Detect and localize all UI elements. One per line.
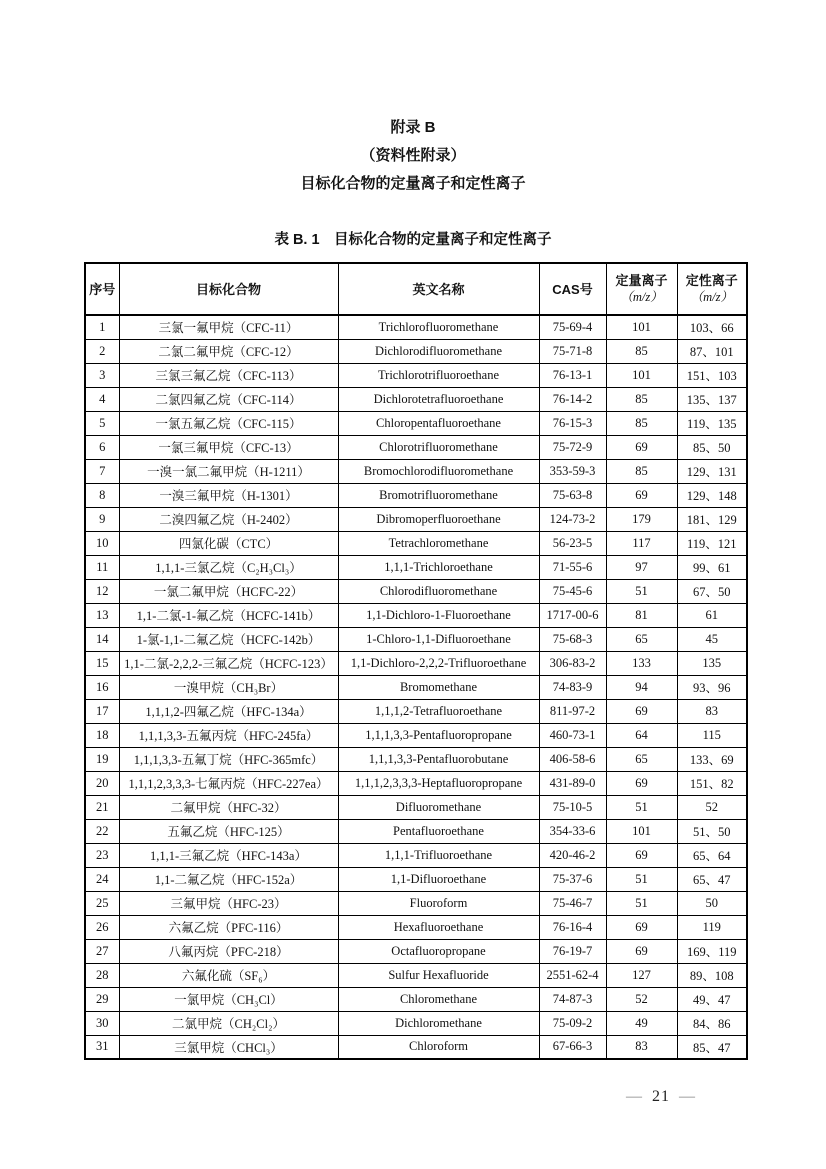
cell-cas: 75-46-7 (539, 891, 606, 915)
cell-cas: 124-73-2 (539, 507, 606, 531)
cell-compound: 三氯一氟甲烷（CFC-11） (119, 315, 338, 339)
table-row (85, 699, 747, 723)
cell-qual-ion: 119、135 (677, 411, 747, 435)
page-number (617, 1088, 705, 1106)
cell-quant-ion: 51 (606, 579, 677, 603)
cell-english-name: Tetrachloromethane (338, 531, 539, 555)
cell-english-name: Dichloromethane (338, 1011, 539, 1035)
cell-qual-ion: 115 (677, 723, 747, 747)
cell-cas: 811-97-2 (539, 699, 606, 723)
cell-qual-ion: 133、69 (677, 747, 747, 771)
cell-index: 15 (85, 651, 119, 675)
cell-index: 2 (85, 339, 119, 363)
cell-quant-ion: 94 (606, 675, 677, 699)
cell-quant-ion: 179 (606, 507, 677, 531)
cell-english-name: 1,1-Dichloro-1-Fluoroethane (338, 603, 539, 627)
cell-english-name: 1,1-Difluoroethane (338, 867, 539, 891)
cell-qual-ion: 99、61 (677, 555, 747, 579)
cell-index: 14 (85, 627, 119, 651)
cell-compound: 三氯甲烷（CHCl₃） (119, 1035, 338, 1059)
table-header-row (85, 263, 747, 315)
cell-index: 28 (85, 963, 119, 987)
cell-compound: 1,1,1,2,3,3,3-七氟丙烷（HFC-227ea） (119, 771, 338, 795)
cell-index: 4 (85, 387, 119, 411)
cell-english-name: Bromomethane (338, 675, 539, 699)
table-row (85, 435, 747, 459)
cell-quant-ion: 65 (606, 747, 677, 771)
cell-english-name: 1,1,1,3,3-Pentafluoropropane (338, 723, 539, 747)
table-row (85, 363, 747, 387)
cell-index: 5 (85, 411, 119, 435)
cell-compound: 一氯甲烷（CH₃Cl） (119, 987, 338, 1011)
cell-english-name: 1,1-Dichloro-2,2,2-Trifluoroethane (338, 651, 539, 675)
header-cas: CAS号 (539, 263, 606, 315)
cell-compound: 三氯三氟乙烷（CFC-113） (119, 363, 338, 387)
table-header (85, 263, 747, 315)
cell-qual-ion: 151、103 (677, 363, 747, 387)
cell-index: 22 (85, 819, 119, 843)
cell-english-name: 1,1,1,3,3-Pentafluorobutane (338, 747, 539, 771)
cell-qual-ion: 50 (677, 891, 747, 915)
cell-qual-ion: 119 (677, 915, 747, 939)
cell-english-name: Difluoromethane (338, 795, 539, 819)
header-compound: 目标化合物 (119, 263, 338, 315)
cell-qual-ion: 85、47 (677, 1035, 747, 1059)
table-row (85, 579, 747, 603)
cell-cas: 75-69-4 (539, 315, 606, 339)
table-body (85, 315, 747, 1059)
table-row (85, 555, 747, 579)
cell-compound: 一氯二氟甲烷（HCFC-22） (119, 579, 338, 603)
cell-index: 19 (85, 747, 119, 771)
cell-english-name: Pentafluoroethane (338, 819, 539, 843)
cell-qual-ion: 65、47 (677, 867, 747, 891)
cell-compound: 1,1-二氯-1-氟乙烷（HCFC-141b） (119, 603, 338, 627)
appendix-subtitle: （资料性附录） (360, 147, 466, 164)
cell-cas: 76-19-7 (539, 939, 606, 963)
cell-quant-ion: 64 (606, 723, 677, 747)
cell-index: 21 (85, 795, 119, 819)
cell-index: 16 (85, 675, 119, 699)
page-number-dash-left: — (626, 1088, 643, 1105)
cell-cas: 74-83-9 (539, 675, 606, 699)
cell-cas: 1717-00-6 (539, 603, 606, 627)
table-row (85, 915, 747, 939)
cell-compound: 一溴三氟甲烷（H-1301） (119, 483, 338, 507)
header-qual-ion-label: 定性离子 (685, 273, 738, 288)
appendix-title-block (0, 0, 826, 198)
cell-index: 30 (85, 1011, 119, 1035)
cell-english-name: Chlorotrifluoromethane (338, 435, 539, 459)
cell-compound: 二氯四氟乙烷（CFC-114） (119, 387, 338, 411)
cell-index: 23 (85, 843, 119, 867)
cell-cas: 76-15-3 (539, 411, 606, 435)
cell-compound: 二氯甲烷（CH₂Cl₂） (119, 1011, 338, 1035)
cell-english-name: 1,1,1,2,3,3,3-Heptafluoropropane (338, 771, 539, 795)
cell-index: 29 (85, 987, 119, 1011)
cell-index: 17 (85, 699, 119, 723)
cell-qual-ion: 103、66 (677, 315, 747, 339)
cell-quant-ion: 101 (606, 363, 677, 387)
cell-qual-ion: 52 (677, 795, 747, 819)
cell-compound: 五氟乙烷（HFC-125） (119, 819, 338, 843)
cell-quant-ion: 69 (606, 771, 677, 795)
cell-cas: 354-33-6 (539, 819, 606, 843)
cell-index: 25 (85, 891, 119, 915)
cell-quant-ion: 51 (606, 795, 677, 819)
table-row (85, 315, 747, 339)
cell-english-name: Dichlorotetrafluoroethane (338, 387, 539, 411)
cell-qual-ion: 87、101 (677, 339, 747, 363)
table-row (85, 771, 747, 795)
table-row (85, 339, 747, 363)
cell-compound: 1-氯-1,1-二氟乙烷（HCFC-142b） (119, 627, 338, 651)
cell-cas: 75-71-8 (539, 339, 606, 363)
cell-quant-ion: 85 (606, 339, 677, 363)
cell-english-name: Chloropentafluoroethane (338, 411, 539, 435)
table-row (85, 1011, 747, 1035)
cell-cas: 75-72-9 (539, 435, 606, 459)
cell-index: 1 (85, 315, 119, 339)
cell-compound: 1,1-二氟乙烷（HFC-152a） (119, 867, 338, 891)
table-row (85, 819, 747, 843)
cell-cas: 75-45-6 (539, 579, 606, 603)
cell-index: 24 (85, 867, 119, 891)
cell-qual-ion: 169、119 (677, 939, 747, 963)
cell-cas: 76-16-4 (539, 915, 606, 939)
cell-qual-ion: 135 (677, 651, 747, 675)
cell-quant-ion: 51 (606, 867, 677, 891)
header-qual-ion (677, 263, 747, 315)
cell-quant-ion: 101 (606, 819, 677, 843)
cell-index: 12 (85, 579, 119, 603)
cell-quant-ion: 51 (606, 891, 677, 915)
cell-quant-ion: 127 (606, 963, 677, 987)
cell-english-name: Fluoroform (338, 891, 539, 915)
cell-english-name: Sulfur Hexafluoride (338, 963, 539, 987)
cell-english-name: 1-Chloro-1,1-Difluoroethane (338, 627, 539, 651)
cell-quant-ion: 52 (606, 987, 677, 1011)
cell-english-name: Trichlorofluoromethane (338, 315, 539, 339)
table-row (85, 603, 747, 627)
table-row (85, 411, 747, 435)
cell-qual-ion: 45 (677, 627, 747, 651)
cell-index: 3 (85, 363, 119, 387)
cell-compound: 二溴四氟乙烷（H-2402） (119, 507, 338, 531)
cell-index: 31 (85, 1035, 119, 1059)
cell-quant-ion: 69 (606, 915, 677, 939)
cell-index: 7 (85, 459, 119, 483)
cell-compound: 1,1,1-三氟乙烷（HFC-143a） (119, 843, 338, 867)
cell-qual-ion: 83 (677, 699, 747, 723)
cell-cas: 74-87-3 (539, 987, 606, 1011)
cell-index: 8 (85, 483, 119, 507)
cell-compound: 四氯化碳（CTC） (119, 531, 338, 555)
cell-index: 13 (85, 603, 119, 627)
cell-index: 11 (85, 555, 119, 579)
cell-english-name: 1,1,1-Trichloroethane (338, 555, 539, 579)
cell-english-name: Chlorodifluoromethane (338, 579, 539, 603)
table-row (85, 387, 747, 411)
cell-cas: 306-83-2 (539, 651, 606, 675)
cell-index: 27 (85, 939, 119, 963)
cell-qual-ion: 67、50 (677, 579, 747, 603)
header-index: 序号 (85, 263, 119, 315)
cell-qual-ion: 51、50 (677, 819, 747, 843)
table-row (85, 627, 747, 651)
cell-compound: 八氟丙烷（PFC-218） (119, 939, 338, 963)
header-quant-ion (606, 263, 677, 315)
table-row (85, 723, 747, 747)
cell-cas: 56-23-5 (539, 531, 606, 555)
table-row (85, 531, 747, 555)
cell-index: 10 (85, 531, 119, 555)
cell-quant-ion: 85 (606, 411, 677, 435)
cell-quant-ion: 49 (606, 1011, 677, 1035)
table-row (85, 867, 747, 891)
cell-quant-ion: 133 (606, 651, 677, 675)
appendix-title: 附录 B (390, 119, 436, 136)
table-row (85, 891, 747, 915)
cell-qual-ion: 49、47 (677, 987, 747, 1011)
cell-english-name: Bromochlorodifluoromethane (338, 459, 539, 483)
cell-quant-ion: 85 (606, 459, 677, 483)
cell-qual-ion: 129、148 (677, 483, 747, 507)
page-number-value: 21 (652, 1088, 670, 1105)
table-row (85, 507, 747, 531)
cell-quant-ion: 83 (606, 1035, 677, 1059)
table-row (85, 747, 747, 771)
appendix-heading: 目标化合物的定量离子和定性离子 (300, 175, 526, 192)
cell-cas: 431-89-0 (539, 771, 606, 795)
cell-compound: 一氯五氟乙烷（CFC-115） (119, 411, 338, 435)
header-quant-ion-label: 定量离子 (615, 273, 668, 288)
cell-quant-ion: 69 (606, 483, 677, 507)
cell-cas: 71-55-6 (539, 555, 606, 579)
cell-cas: 67-66-3 (539, 1035, 606, 1059)
cell-cas: 2551-62-4 (539, 963, 606, 987)
cell-index: 6 (85, 435, 119, 459)
cell-english-name: Hexafluoroethane (338, 915, 539, 939)
cell-quant-ion: 101 (606, 315, 677, 339)
cell-quant-ion: 97 (606, 555, 677, 579)
cell-quant-ion: 65 (606, 627, 677, 651)
table-row (85, 651, 747, 675)
cell-qual-ion: 85、50 (677, 435, 747, 459)
cell-cas: 406-58-6 (539, 747, 606, 771)
cell-quant-ion: 81 (606, 603, 677, 627)
cell-compound: 一氯三氟甲烷（CFC-13） (119, 435, 338, 459)
cell-quant-ion: 69 (606, 843, 677, 867)
cell-compound: 1,1,1-三氯乙烷（C₂H₃Cl₃） (119, 555, 338, 579)
cell-quant-ion: 85 (606, 387, 677, 411)
table-row (85, 963, 747, 987)
cell-english-name: Octafluoropropane (338, 939, 539, 963)
table-row (85, 675, 747, 699)
table-row (85, 939, 747, 963)
cell-qual-ion: 151、82 (677, 771, 747, 795)
cell-english-name: Chloromethane (338, 987, 539, 1011)
cell-cas: 353-59-3 (539, 459, 606, 483)
cell-english-name: Trichlorotrifluoroethane (338, 363, 539, 387)
cell-cas: 76-13-1 (539, 363, 606, 387)
cell-cas: 76-14-2 (539, 387, 606, 411)
cell-cas: 420-46-2 (539, 843, 606, 867)
cell-cas: 75-63-8 (539, 483, 606, 507)
cell-qual-ion: 129、131 (677, 459, 747, 483)
cell-quant-ion: 69 (606, 939, 677, 963)
target-compound-ion-table (84, 262, 748, 1060)
cell-cas: 75-10-5 (539, 795, 606, 819)
header-qual-ion-unit: （m/z） (690, 290, 733, 304)
cell-english-name: Dibromoperfluoroethane (338, 507, 539, 531)
cell-index: 26 (85, 915, 119, 939)
table-row (85, 483, 747, 507)
cell-compound: 六氟乙烷（PFC-116） (119, 915, 338, 939)
cell-english-name: Chloroform (338, 1035, 539, 1059)
cell-qual-ion: 119、121 (677, 531, 747, 555)
cell-index: 9 (85, 507, 119, 531)
cell-qual-ion: 181、129 (677, 507, 747, 531)
cell-qual-ion: 65、64 (677, 843, 747, 867)
table-row (85, 1035, 747, 1059)
cell-compound: 一溴甲烷（CH₃Br） (119, 675, 338, 699)
cell-compound: 六氟化硫（SF₆） (119, 963, 338, 987)
page-number-dash-right: — (679, 1088, 696, 1105)
cell-compound: 二氯二氟甲烷（CFC-12） (119, 339, 338, 363)
cell-index: 20 (85, 771, 119, 795)
header-quant-ion-unit: （m/z） (620, 290, 663, 304)
cell-english-name: Bromotrifluoromethane (338, 483, 539, 507)
cell-compound: 1,1,1,2-四氟乙烷（HFC-134a） (119, 699, 338, 723)
table-row (85, 987, 747, 1011)
cell-cas: 75-09-2 (539, 1011, 606, 1035)
cell-compound: 一溴一氯二氟甲烷（H-1211） (119, 459, 338, 483)
cell-english-name: Dichlorodifluoromethane (338, 339, 539, 363)
cell-quant-ion: 117 (606, 531, 677, 555)
cell-cas: 75-37-6 (539, 867, 606, 891)
cell-quant-ion: 69 (606, 435, 677, 459)
cell-index: 18 (85, 723, 119, 747)
table-caption: 表 B. 1 目标化合物的定量离子和定性离子 (274, 232, 552, 248)
cell-compound: 1,1,1,3,3-五氟丙烷（HFC-245fa） (119, 723, 338, 747)
cell-cas: 460-73-1 (539, 723, 606, 747)
cell-qual-ion: 135、137 (677, 387, 747, 411)
cell-compound: 二氟甲烷（HFC-32） (119, 795, 338, 819)
cell-qual-ion: 93、96 (677, 675, 747, 699)
cell-compound: 三氟甲烷（HFC-23） (119, 891, 338, 915)
table-row (85, 459, 747, 483)
cell-qual-ion: 89、108 (677, 963, 747, 987)
table-row (85, 843, 747, 867)
cell-compound: 1,1,1,3,3-五氟丁烷（HFC-365mfc） (119, 747, 338, 771)
cell-english-name: 1,1,1,2-Tetrafluoroethane (338, 699, 539, 723)
cell-qual-ion: 84、86 (677, 1011, 747, 1035)
cell-english-name: 1,1,1-Trifluoroethane (338, 843, 539, 867)
header-english-name: 英文名称 (338, 263, 539, 315)
cell-cas: 75-68-3 (539, 627, 606, 651)
table-row (85, 795, 747, 819)
cell-qual-ion: 61 (677, 603, 747, 627)
cell-quant-ion: 69 (606, 699, 677, 723)
cell-compound: 1,1-二氯-2,2,2-三氟乙烷（HCFC-123） (119, 651, 338, 675)
